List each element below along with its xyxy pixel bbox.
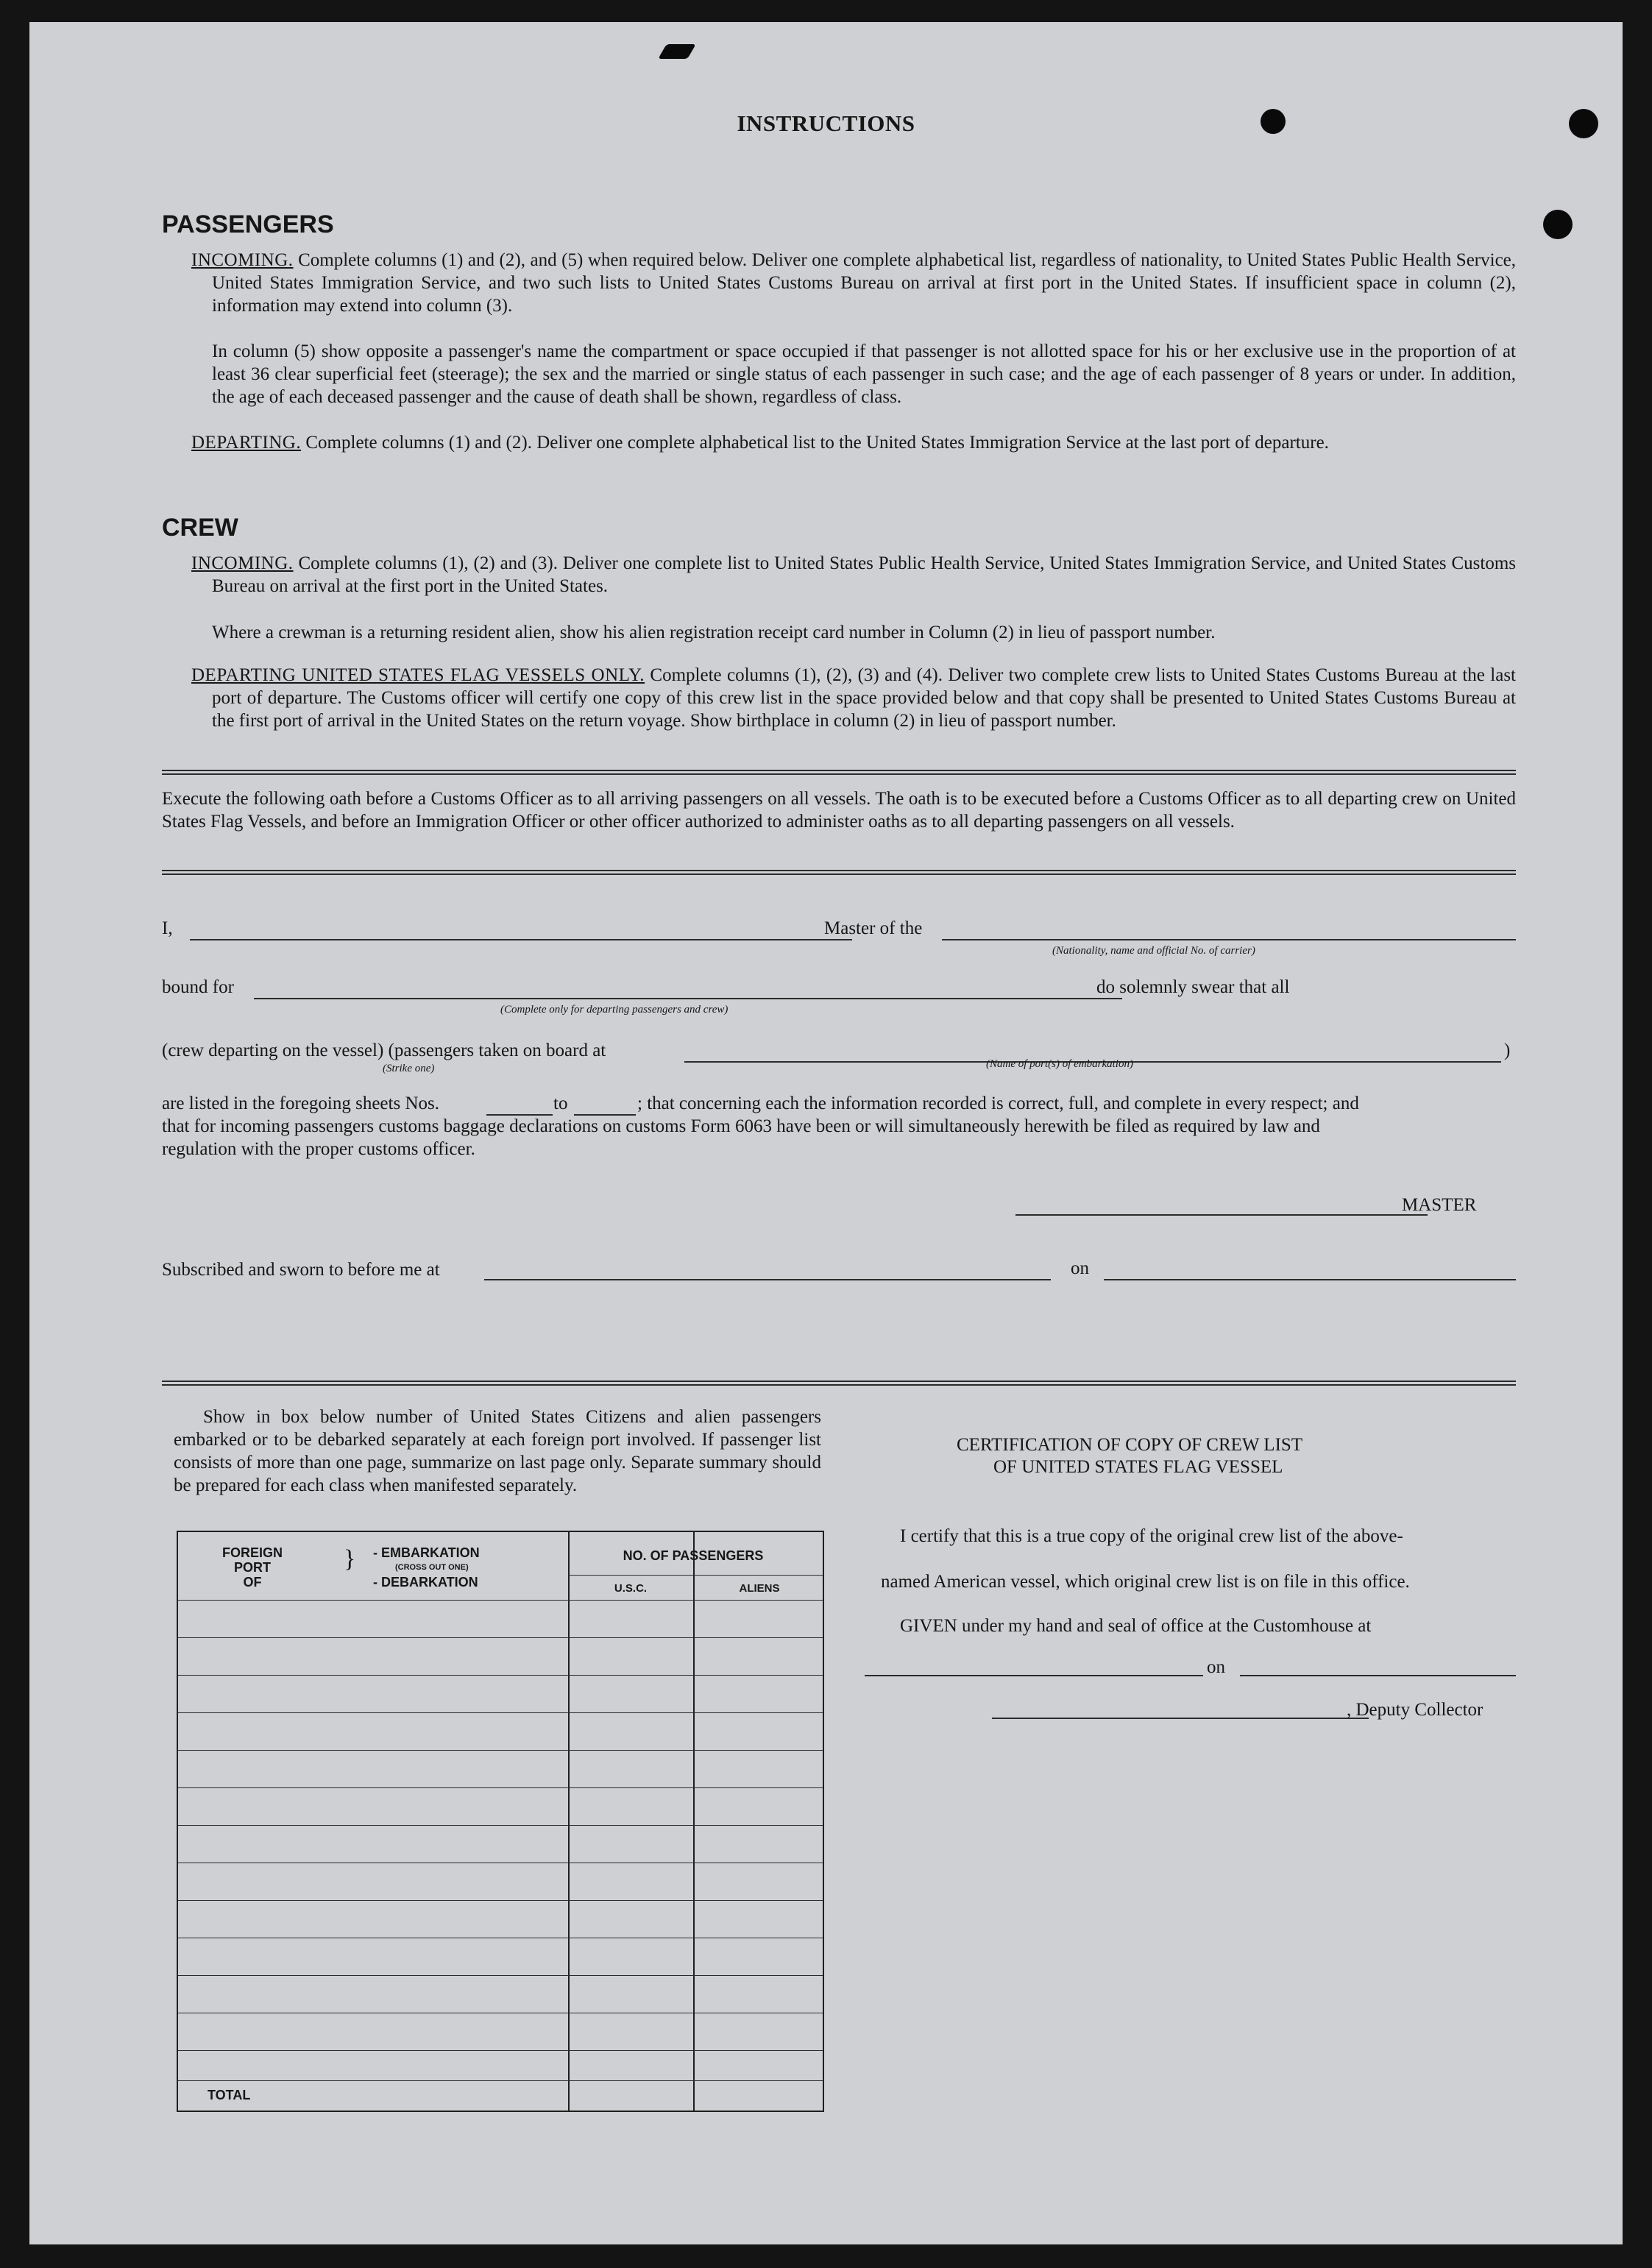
page-title: INSTRUCTIONS	[737, 110, 915, 136]
certification-text-1: I certify that this is a true copy of the original crew list of the above-	[900, 1526, 1403, 1546]
sheet-from-field[interactable]	[486, 1114, 553, 1116]
carrier-note: (Nationality, name and official No. of carrier)	[1052, 945, 1255, 957]
bound-for-note: (Complete only for departing passengers and crew)	[500, 1004, 728, 1016]
given-label: GIVEN under my hand and seal of office at the Customhouse at	[900, 1616, 1372, 1636]
listed-label-a: are listed in the foregoing sheets Nos.	[162, 1094, 439, 1113]
table-row[interactable]	[178, 2080, 823, 2081]
crew-departing-label: DEPARTING UNITED STATES FLAG VESSELS ONLY.	[191, 665, 645, 685]
box-instructions: Show in box below number of United States Citizens and alien passengers embarked or to be debarked separately at each foreign port involved. If passenger list consists of more than one page, summarize on last page only. Separate summary should be prepared for each class when manifested separately.	[174, 1407, 821, 1495]
listed-label-b: ; that concerning each the information recorded is correct, full, and complete in every respect; and	[637, 1094, 1359, 1113]
no-passengers-header: NO. OF PASSENGERS	[623, 1548, 764, 1563]
passengers-incoming-label: INCOMING.	[191, 250, 294, 270]
sworn-date-field[interactable]	[1104, 1279, 1516, 1280]
passenger-summary-table	[177, 1531, 824, 2112]
divider	[162, 1381, 1516, 1386]
bound-for-label: bound for	[162, 977, 234, 997]
given-date-field[interactable]	[1240, 1675, 1516, 1676]
usc-header: U.S.C.	[614, 1582, 648, 1595]
crew-heading: CREW	[162, 514, 238, 542]
deputy-collector-label: , Deputy Collector	[1347, 1700, 1483, 1720]
port-header	[222, 1545, 283, 1590]
table-header-rule	[178, 1600, 823, 1601]
listed-label-d: regulation with the proper customs officer.	[162, 1139, 475, 1159]
sworn-place-field[interactable]	[484, 1279, 1051, 1280]
crew-alien-paragraph: Where a crewman is a returning resident alien, show his alien registration receipt card number in Column (2) in lieu of passport number.	[212, 623, 1216, 642]
table-column-divider	[693, 1532, 695, 2111]
passengers-departing-paragraph	[191, 431, 1516, 454]
certification-title-1: CERTIFICATION OF COPY OF CREW LIST	[957, 1435, 1303, 1455]
crew-incoming-text: Complete columns (1), (2) and (3). Deliver one complete list to United States Public Health Service, United States Immigration Service, and United States Customs Bureau on arrival at the first port in the United States.	[212, 553, 1517, 596]
aliens-header: ALIENS	[739, 1582, 780, 1595]
port-header-line: OF	[243, 1575, 262, 1590]
debarkation-label: - DEBARKATION	[373, 1575, 478, 1590]
port-header-line: FOREIGN	[222, 1545, 283, 1560]
master-label: MASTER	[1402, 1195, 1477, 1215]
table-row[interactable]	[178, 1787, 823, 1788]
embarkation-label: - EMBARKATION	[373, 1545, 480, 1560]
master-of-label: Master of the	[824, 918, 923, 938]
brace-icon: }	[344, 1545, 356, 1573]
port-header-line: PORT	[234, 1560, 272, 1575]
master-signature-field[interactable]	[1015, 1214, 1428, 1216]
passengers-incoming-paragraph	[191, 249, 1516, 317]
table-row[interactable]	[178, 1637, 823, 1638]
crew-departing-paragraph	[191, 664, 1516, 732]
customhouse-field[interactable]	[865, 1675, 1203, 1676]
port-note: (Name of port(s) of embarkation)	[986, 1058, 1133, 1070]
close-paren: )	[1504, 1041, 1511, 1060]
punch-hole	[1543, 210, 1573, 239]
oath-intro-paragraph: Execute the following oath before a Customs Officer as to all arriving passengers on all vessels. The oath is to be executed before a Customs Officer as to all departing crew on United States Flag Vessels, and before an Immigration Officer or other officer authorized to administer oaths as to all departing passengers on all vessels.	[162, 789, 1516, 832]
carrier-field[interactable]	[942, 939, 1516, 940]
passengers-departing-text: Complete columns (1) and (2). Deliver one complete alphabetical list to the United States Immigration Service at the last port of departure.	[305, 433, 1329, 453]
document-page	[29, 22, 1623, 2244]
table-subheader-rule	[568, 1575, 823, 1576]
table-row[interactable]	[178, 1750, 823, 1751]
certification-title-2: OF UNITED STATES FLAG VESSEL	[993, 1457, 1283, 1477]
passengers-heading: PASSENGERS	[162, 210, 334, 238]
cross-out-note: (CROSS OUT ONE)	[395, 1563, 469, 1572]
divider	[162, 870, 1516, 875]
table-row[interactable]	[178, 1900, 823, 1901]
table-row[interactable]	[178, 1712, 823, 1713]
crew-departing-label: (crew departing on the vessel) (passengers taken on board at	[162, 1041, 606, 1060]
passengers-incoming-text: Complete columns (1) and (2), and (5) when required below. Deliver one complete alphabetical list, regardless of nationality, to United States Public Health Service, United States Immigration Service, and two such lists to United States Customs Bureau on arrival at first port in the United States. If insufficient space in column (2), information may extend into column (3).	[212, 250, 1517, 316]
total-label: TOTAL	[208, 2088, 251, 2102]
sheet-to-field[interactable]	[574, 1114, 636, 1116]
table-row[interactable]	[178, 1675, 823, 1676]
sworn-on-label: on	[1071, 1258, 1089, 1278]
listed-to-label: to	[553, 1094, 568, 1113]
divider	[162, 770, 1516, 775]
bound-for-field[interactable]	[254, 998, 1122, 999]
deputy-signature-field[interactable]	[992, 1718, 1369, 1719]
table-row[interactable]	[178, 1825, 823, 1826]
column5-paragraph: In column (5) show opposite a passenger's name the compartment or space occupied if that passenger is not allotted space for his or her exclusive use in the proportion of at least 36 clear superficial feet (steerage); the sex and the married or single status of each passenger in such case; and the age of each passenger of 8 years or under. In addition, the age of each deceased passenger and the cause of death shall be shown, regardless of class.	[212, 341, 1516, 407]
crew-incoming-label: INCOMING.	[191, 553, 294, 573]
swear-label: do solemnly swear that all	[1096, 977, 1290, 997]
subscribed-label: Subscribed and sworn to before me at	[162, 1260, 440, 1280]
strike-one-note: (Strike one)	[383, 1063, 435, 1074]
certification-text-2: named American vessel, which original crew list is on file in this office.	[881, 1572, 1410, 1592]
table-row[interactable]	[178, 2050, 823, 2051]
oath-i-label: I,	[162, 918, 173, 938]
crew-incoming-paragraph	[191, 552, 1516, 598]
passengers-departing-label: DEPARTING.	[191, 433, 302, 453]
crew-departing-text: Complete columns (1), (2), (3) and (4). Deliver two complete crew lists to United States Customs Bureau at the last port of departure. The Customs officer will certify one copy of this crew list in the space provided below and that copy shall be presented to United States Customs Bureau at the first port of arrival in the United States on the return voyage. Show birthplace in column (2) in lieu of passport number.	[212, 665, 1516, 731]
given-on-label: on	[1207, 1657, 1225, 1677]
listed-label-c: that for incoming passengers customs baggage declarations on customs Form 6063 have been or will simultaneously herewith be filed as required by law and	[162, 1116, 1320, 1136]
table-column-divider	[568, 1532, 570, 2111]
master-name-field[interactable]	[190, 939, 852, 940]
ink-mark	[658, 44, 696, 59]
table-row[interactable]	[178, 1975, 823, 1976]
embarkation-header	[373, 1545, 480, 1590]
